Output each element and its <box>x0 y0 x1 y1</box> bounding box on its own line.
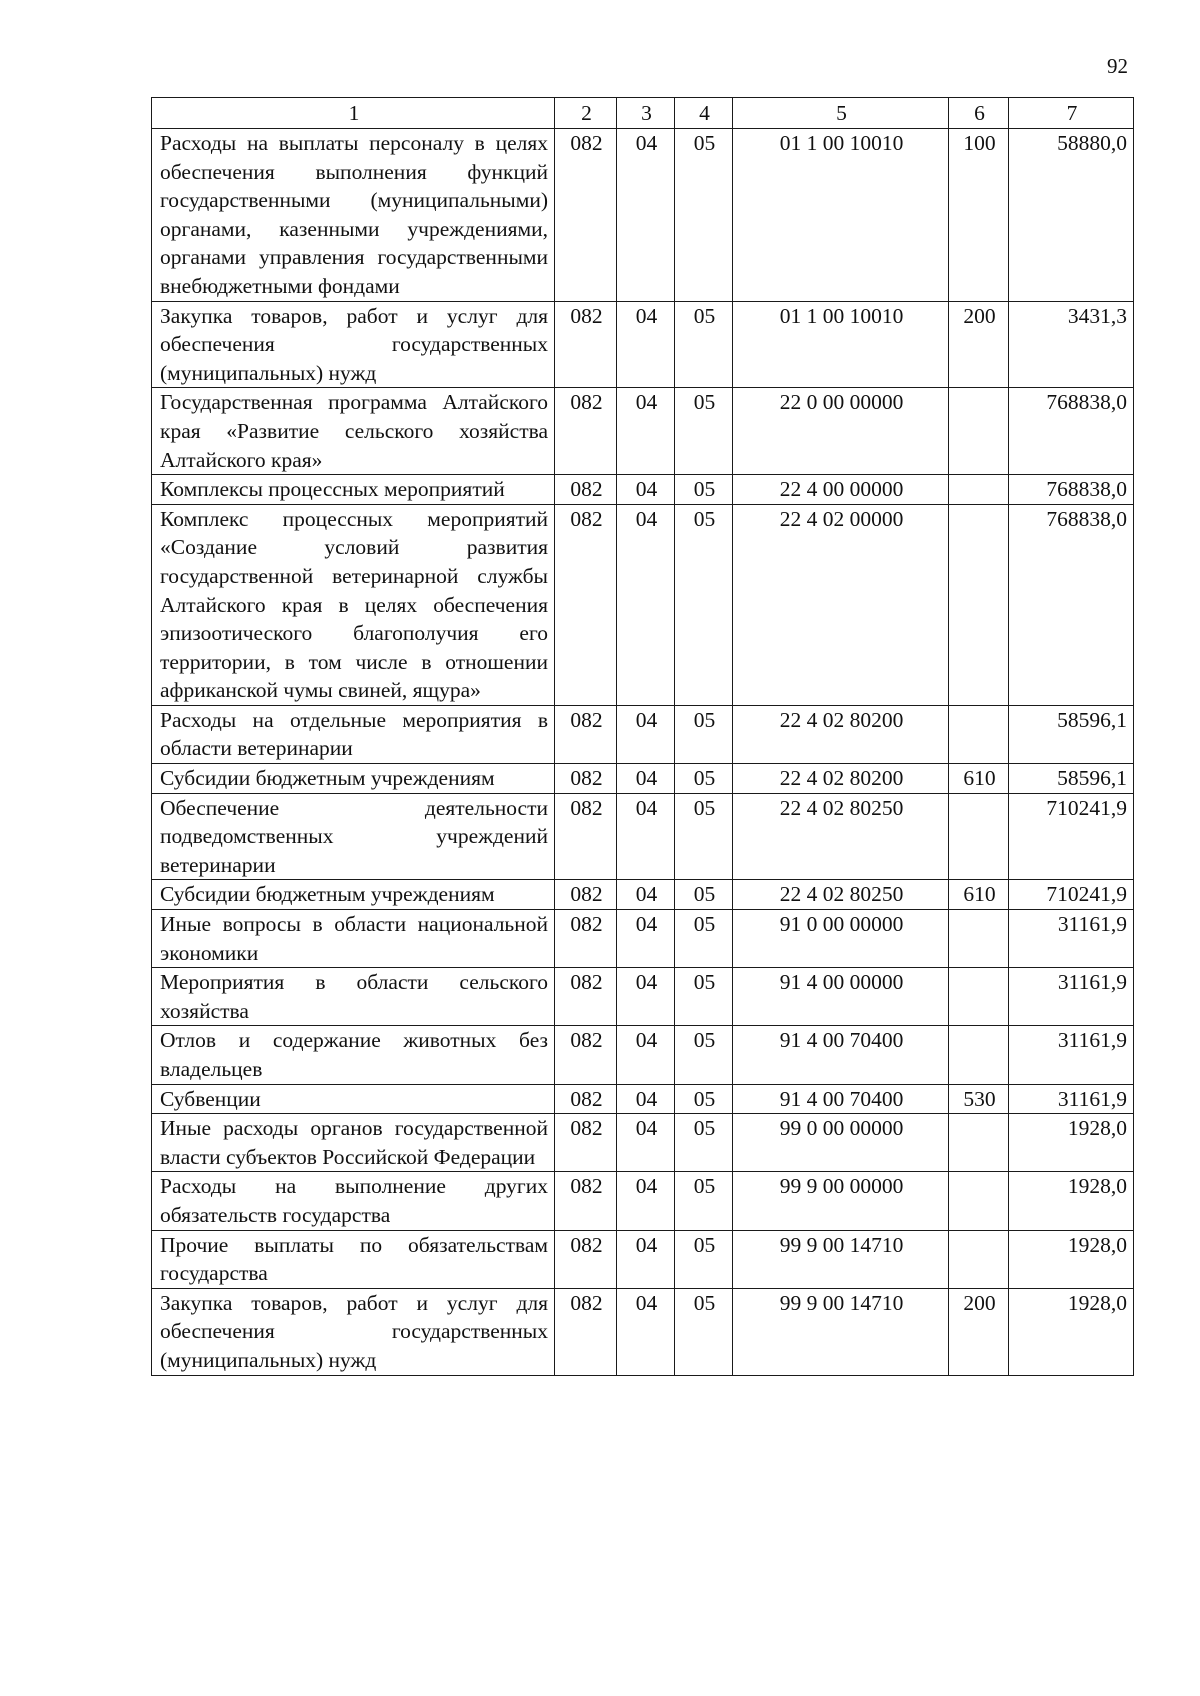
column-header: 2 <box>555 98 617 129</box>
section-code-cell: 04 <box>617 1114 675 1172</box>
expense-type-cell <box>949 388 1009 475</box>
target-code-cell: 22 4 02 80250 <box>733 793 949 880</box>
row-name-cell: Субсидии бюджетным учреждениям <box>152 764 555 794</box>
amount-cell: 31161,9 <box>1009 1026 1134 1084</box>
expense-type-cell: 200 <box>949 301 1009 388</box>
ministry-code-cell: 082 <box>555 129 617 302</box>
section-code-cell: 04 <box>617 301 675 388</box>
subsection-code-cell: 05 <box>675 1230 733 1288</box>
target-code-cell: 22 4 00 00000 <box>733 475 949 505</box>
amount-cell: 31161,9 <box>1009 968 1134 1026</box>
row-name-cell: Субвенции <box>152 1084 555 1114</box>
table-row <box>152 764 1134 794</box>
table-row <box>152 1172 1134 1230</box>
subsection-code-cell: 05 <box>675 504 733 705</box>
row-name-cell: Иные вопросы в области национальной экономики <box>152 910 555 968</box>
section-code-cell: 04 <box>617 705 675 763</box>
target-code-cell: 22 4 02 00000 <box>733 504 949 705</box>
table-row <box>152 1288 1134 1375</box>
table-row <box>152 968 1134 1026</box>
row-name-cell: Иные расходы органов государственной власти субъектов Российской Федерации <box>152 1114 555 1172</box>
amount-cell: 1928,0 <box>1009 1114 1134 1172</box>
expense-type-cell <box>949 1230 1009 1288</box>
subsection-code-cell: 05 <box>675 764 733 794</box>
row-name-cell: Прочие выплаты по обязательствам государства <box>152 1230 555 1288</box>
table-row <box>152 301 1134 388</box>
ministry-code-cell: 082 <box>555 705 617 763</box>
expense-type-cell: 200 <box>949 1288 1009 1375</box>
row-name-cell: Комплекс процессных мероприятий «Создание условий развития государственной ветеринарной службы Алтайского края в целях обеспечения эпизоотического благополучия его территории, в том числе в отношении африканской чумы свиней, ящура» <box>152 504 555 705</box>
row-name-cell: Расходы на выполнение других обязательств государства <box>152 1172 555 1230</box>
expense-type-cell <box>949 968 1009 1026</box>
target-code-cell: 22 4 02 80250 <box>733 880 949 910</box>
target-code-cell: 99 0 00 00000 <box>733 1114 949 1172</box>
expense-type-cell <box>949 504 1009 705</box>
amount-cell: 31161,9 <box>1009 910 1134 968</box>
column-header: 3 <box>617 98 675 129</box>
target-code-cell: 01 1 00 10010 <box>733 129 949 302</box>
section-code-cell: 04 <box>617 1230 675 1288</box>
ministry-code-cell: 082 <box>555 968 617 1026</box>
amount-cell: 768838,0 <box>1009 475 1134 505</box>
ministry-code-cell: 082 <box>555 388 617 475</box>
subsection-code-cell: 05 <box>675 1288 733 1375</box>
ministry-code-cell: 082 <box>555 1288 617 1375</box>
target-code-cell: 91 4 00 00000 <box>733 968 949 1026</box>
table-row <box>152 793 1134 880</box>
row-name-cell: Расходы на выплаты персоналу в целях обеспечения выполнения функций государственными (муниципальными) органами, казенными учреждениями, органами управления государственными внебюджетными фондами <box>152 129 555 302</box>
amount-cell: 768838,0 <box>1009 388 1134 475</box>
subsection-code-cell: 05 <box>675 129 733 302</box>
amount-cell: 710241,9 <box>1009 793 1134 880</box>
budget-table <box>151 97 1134 1376</box>
amount-cell: 58880,0 <box>1009 129 1134 302</box>
subsection-code-cell: 05 <box>675 968 733 1026</box>
subsection-code-cell: 05 <box>675 910 733 968</box>
column-header: 4 <box>675 98 733 129</box>
ministry-code-cell: 082 <box>555 880 617 910</box>
section-code-cell: 04 <box>617 475 675 505</box>
section-code-cell: 04 <box>617 1084 675 1114</box>
expense-type-cell: 610 <box>949 764 1009 794</box>
ministry-code-cell: 082 <box>555 1084 617 1114</box>
target-code-cell: 91 4 00 70400 <box>733 1026 949 1084</box>
column-header: 6 <box>949 98 1009 129</box>
ministry-code-cell: 082 <box>555 1026 617 1084</box>
amount-cell: 710241,9 <box>1009 880 1134 910</box>
amount-cell: 768838,0 <box>1009 504 1134 705</box>
subsection-code-cell: 05 <box>675 1172 733 1230</box>
column-header: 5 <box>733 98 949 129</box>
row-name-cell: Отлов и содержание животных без владельцев <box>152 1026 555 1084</box>
row-name-cell: Закупка товаров, работ и услуг для обеспечения государственных (муниципальных) нужд <box>152 301 555 388</box>
row-name-cell: Закупка товаров, работ и услуг для обеспечения государственных (муниципальных) нужд <box>152 1288 555 1375</box>
section-code-cell: 04 <box>617 1172 675 1230</box>
row-name-cell: Комплексы процессных мероприятий <box>152 475 555 505</box>
target-code-cell: 22 4 02 80200 <box>733 705 949 763</box>
row-name-cell: Мероприятия в области сельского хозяйства <box>152 968 555 1026</box>
header-row <box>152 98 1134 129</box>
column-header: 1 <box>152 98 555 129</box>
expense-type-cell: 530 <box>949 1084 1009 1114</box>
section-code-cell: 04 <box>617 880 675 910</box>
subsection-code-cell: 05 <box>675 1026 733 1084</box>
expense-type-cell: 100 <box>949 129 1009 302</box>
expense-type-cell <box>949 910 1009 968</box>
expense-type-cell <box>949 705 1009 763</box>
amount-cell: 31161,9 <box>1009 1084 1134 1114</box>
ministry-code-cell: 082 <box>555 764 617 794</box>
table-row <box>152 504 1134 705</box>
ministry-code-cell: 082 <box>555 1114 617 1172</box>
target-code-cell: 22 0 00 00000 <box>733 388 949 475</box>
table-row <box>152 1230 1134 1288</box>
ministry-code-cell: 082 <box>555 504 617 705</box>
target-code-cell: 01 1 00 10010 <box>733 301 949 388</box>
page-number: 92 <box>1107 54 1128 78</box>
amount-cell: 1928,0 <box>1009 1172 1134 1230</box>
target-code-cell: 91 4 00 70400 <box>733 1084 949 1114</box>
section-code-cell: 04 <box>617 1026 675 1084</box>
expense-type-cell <box>949 1172 1009 1230</box>
section-code-cell: 04 <box>617 910 675 968</box>
subsection-code-cell: 05 <box>675 301 733 388</box>
expense-type-cell <box>949 475 1009 505</box>
column-header: 7 <box>1009 98 1134 129</box>
target-code-cell: 99 9 00 14710 <box>733 1230 949 1288</box>
section-code-cell: 04 <box>617 388 675 475</box>
table-row <box>152 880 1134 910</box>
amount-cell: 1928,0 <box>1009 1288 1134 1375</box>
ministry-code-cell: 082 <box>555 475 617 505</box>
section-code-cell: 04 <box>617 968 675 1026</box>
target-code-cell: 99 9 00 14710 <box>733 1288 949 1375</box>
subsection-code-cell: 05 <box>675 475 733 505</box>
table-row <box>152 388 1134 475</box>
subsection-code-cell: 05 <box>675 1084 733 1114</box>
section-code-cell: 04 <box>617 129 675 302</box>
subsection-code-cell: 05 <box>675 705 733 763</box>
ministry-code-cell: 082 <box>555 301 617 388</box>
ministry-code-cell: 082 <box>555 793 617 880</box>
table-row <box>152 1114 1134 1172</box>
ministry-code-cell: 082 <box>555 1172 617 1230</box>
section-code-cell: 04 <box>617 793 675 880</box>
subsection-code-cell: 05 <box>675 1114 733 1172</box>
table-row <box>152 1026 1134 1084</box>
table-row <box>152 475 1134 505</box>
expense-type-cell: 610 <box>949 880 1009 910</box>
section-code-cell: 04 <box>617 504 675 705</box>
row-name-cell: Государственная программа Алтайского края «Развитие сельского хозяйства Алтайского края» <box>152 388 555 475</box>
section-code-cell: 04 <box>617 1288 675 1375</box>
subsection-code-cell: 05 <box>675 793 733 880</box>
subsection-code-cell: 05 <box>675 880 733 910</box>
table-row <box>152 129 1134 302</box>
table-row <box>152 705 1134 763</box>
row-name-cell: Расходы на отдельные мероприятия в области ветеринарии <box>152 705 555 763</box>
target-code-cell: 91 0 00 00000 <box>733 910 949 968</box>
ministry-code-cell: 082 <box>555 1230 617 1288</box>
row-name-cell: Обеспечение деятельности подведомственных учреждений ветеринарии <box>152 793 555 880</box>
amount-cell: 1928,0 <box>1009 1230 1134 1288</box>
target-code-cell: 99 9 00 00000 <box>733 1172 949 1230</box>
subsection-code-cell: 05 <box>675 388 733 475</box>
section-code-cell: 04 <box>617 764 675 794</box>
amount-cell: 58596,1 <box>1009 764 1134 794</box>
expense-type-cell <box>949 793 1009 880</box>
table-row <box>152 1084 1134 1114</box>
expense-type-cell <box>949 1026 1009 1084</box>
ministry-code-cell: 082 <box>555 910 617 968</box>
amount-cell: 3431,3 <box>1009 301 1134 388</box>
expense-type-cell <box>949 1114 1009 1172</box>
table-row <box>152 910 1134 968</box>
row-name-cell: Субсидии бюджетным учреждениям <box>152 880 555 910</box>
target-code-cell: 22 4 02 80200 <box>733 764 949 794</box>
amount-cell: 58596,1 <box>1009 705 1134 763</box>
